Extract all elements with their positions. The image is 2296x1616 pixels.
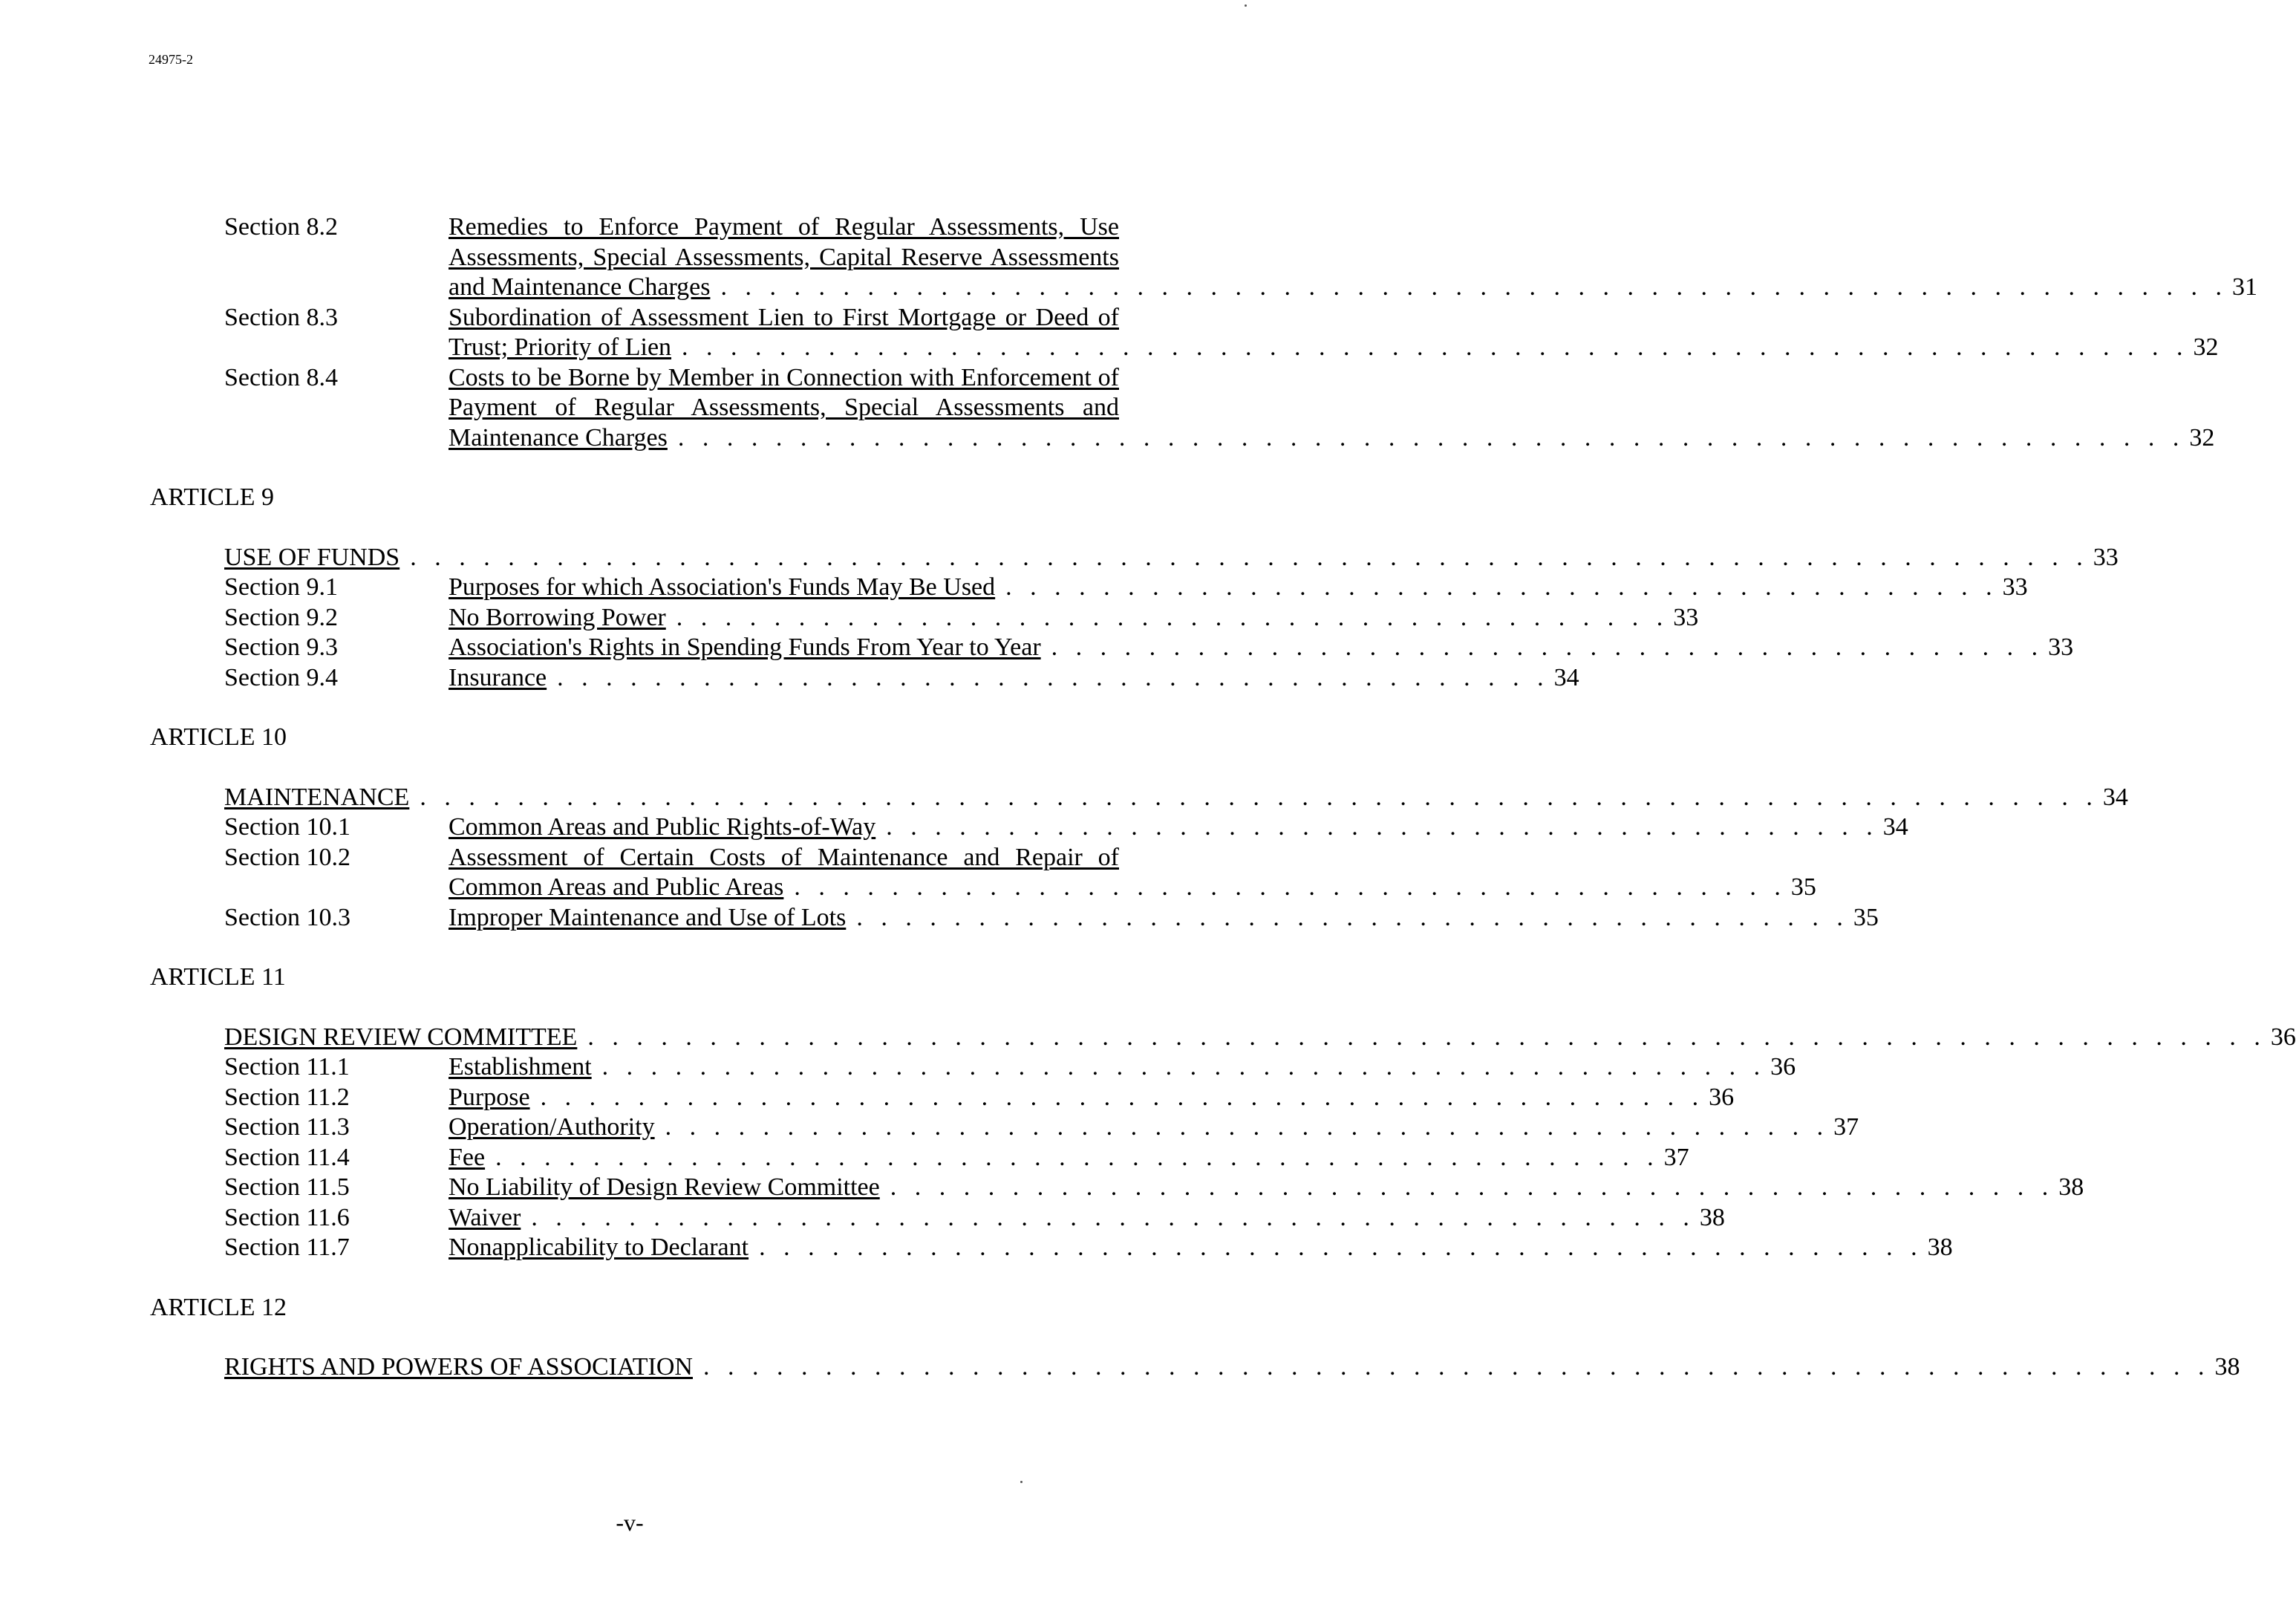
dot-leader: . . . . . . . . . . . . . . . . . . . . . . . . . . . . . . . . . . . . . . . . . [856,903,1849,931]
page-ref: 33 [2048,633,2074,661]
dot-leader: . . . . . . . . . . . . . . . . . . . . . . . . . . . . . . . . . . . . . . . . . [1051,633,2044,661]
toc-entry-11-4[interactable] [224,1143,1689,1173]
dot-leader: . . . . . . . . . . . . . . . . . . . . . . . . . . . . . . . . . . . . . . . . . [794,873,1787,901]
section-number: Section 8.4 [224,363,338,391]
article-title: MAINTENANCE [224,783,410,811]
section-title: Establishment [449,1053,592,1081]
section-number: Section 9.4 [224,663,338,691]
page-ref: 35 [1790,873,1816,901]
toc-entry-11-6[interactable] [224,1203,1725,1234]
section-title: Fee [449,1143,486,1171]
page-ref: 31 [2231,273,2257,301]
section-title: Association's Rights in Spending Funds From Year to Year [449,633,1041,661]
section-title: Insurance [449,663,547,691]
section-title: Purpose [449,1083,530,1111]
page-ref: 34 [1553,663,1579,691]
section-title: Common Areas and Public Rights-of-Way [449,813,876,841]
dot-leader: . . . . . . . . . . . . . . . . . . . . . . . . . . . . . . . . . . . . . . . . . . . . . . . . . . . . . . . . . . . . . . [677,423,2185,452]
dot-leader: . . . . . . . . . . . . . . . . . . . . . . . . . . . . . . . . . . . . . . . . . . . . . . . . [495,1143,1660,1171]
toc-entry-11-5[interactable] [224,1173,2084,1203]
toc-entry-9-3[interactable] [224,633,2074,663]
section-title-line: Trust; Priority of Lien [449,333,672,361]
section-title: Nonapplicability to Declarant [449,1234,749,1261]
dot-leader: . . . . . . . . . . . . . . . . . . . . . . . . . . . . . . . . . . . . . . . . . . . . . . . . . . . . . . . . . . . . . . . . . . . . . [420,783,2098,811]
dot-leader: . . . . . . . . . . . . . . . . . . . . . . . . . . . . . . . . . . . . . . . . . . . . . . . . . . . . . . . . . . . . . . . . . . . . . [587,1023,2266,1051]
page-ref: 33 [2002,573,2028,601]
page-ref: 32 [2189,423,2215,452]
toc-entry-8-3[interactable] [224,303,2219,363]
section-number: Section 11.6 [224,1203,350,1231]
section-number: Section 8.2 [224,213,338,241]
section-number: Section 9.1 [224,573,338,601]
section-title-line: Subordination of Assessment Lien to First Mortgage or Deed of [449,303,1119,331]
article-title: RIGHTS AND POWERS OF ASSOCIATION [224,1353,693,1381]
section-number: Section 8.3 [224,303,338,331]
page-ref: 37 [1833,1113,1859,1141]
toc-entry-10-1[interactable] [224,812,1908,843]
toc-entry-9-4[interactable] [224,663,1579,694]
page-ref: 36 [1770,1053,1796,1081]
dot-leader: . . . . . . . . . . . . . . . . . . . . . . . . . . . . . . . . . . . . . . . . . . . . . . . . [665,1113,1830,1141]
dot-leader: . . . . . . . . . . . . . . . . . . . . . . . . . . . . . . . . . . . . . . . . . . . . . . . . . . . . . . . . . . . . . . [720,273,2228,301]
scan-speck [1245,4,1247,7]
dot-leader: . . . . . . . . . . . . . . . . . . . . . . . . . . . . . . . . . . . . . . . . . . . . . . . . [531,1203,1695,1231]
section-title-line: Remedies to Enforce Payment of Regular Assessments, Use [449,213,1119,241]
dot-leader: . . . . . . . . . . . . . . . . . . . . . . . . . . . . . . . . . . . . . . . . . . . . . . . . . . . . . . . . . . . . . . [682,333,2189,361]
section-title: Purposes for which Association's Funds May Be Used [449,573,996,601]
article-11-heading[interactable] [224,1023,2296,1053]
section-number: Section 10.1 [224,813,350,841]
section-title: Waiver [449,1203,521,1231]
section-number: Section 11.4 [224,1143,350,1171]
page-ref: 36 [1709,1083,1735,1111]
section-title-line: Assessment of Certain Costs of Maintenance and Repair of [449,843,1119,871]
dot-leader: . . . . . . . . . . . . . . . . . . . . . . . . . . . . . . . . . . . . . . . . . [1005,573,1998,601]
toc-entry-11-7[interactable] [224,1233,1953,1263]
section-number: Section 11.5 [224,1173,350,1201]
page-ref: 38 [2214,1353,2240,1381]
page-ref: 34 [1882,813,1908,841]
page-ref: 33 [2093,543,2119,571]
page-ref: 35 [1853,903,1879,931]
article-10-label: ARTICLE 10 [150,723,287,751]
section-number: Section 11.3 [224,1113,350,1141]
section-title: No Liability of Design Review Committee [449,1173,880,1201]
section-title: Improper Maintenance and Use of Lots [449,903,847,931]
section-number: Section 9.3 [224,633,338,661]
article-title: DESIGN REVIEW COMMITTEE [224,1023,578,1051]
document-id: 24975-2 [149,52,193,67]
page-ref: 37 [1663,1143,1689,1171]
section-title-line: Payment of Regular Assessments, Special Assessments and [449,394,1119,421]
page-ref: 36 [2270,1023,2296,1051]
page-ref: 33 [1673,603,1699,631]
section-title: Operation/Authority [449,1113,655,1141]
dot-leader: . . . . . . . . . . . . . . . . . . . . . . . . . . . . . . . . . . . . . . . . . . . . . . . . [601,1053,1767,1081]
section-number: Section 9.2 [224,603,338,631]
toc-entry-8-4[interactable] [224,363,2215,454]
toc-entry-11-1[interactable] [224,1052,1796,1083]
page-ref: 38 [1927,1234,1953,1261]
section-number: Section 11.1 [224,1053,350,1081]
article-10-heading[interactable] [224,783,2128,813]
dot-leader: . . . . . . . . . . . . . . . . . . . . . . . . . . . . . . . . . . . . . . . . . . . . . . . . [759,1234,1923,1261]
page-ref: 32 [2193,333,2219,361]
section-title-line: Costs to be Borne by Member in Connection with Enforcement of [449,363,1119,391]
section-title-line: Common Areas and Public Areas [449,873,784,901]
section-title-line: and Maintenance Charges [449,273,711,301]
toc-entry-10-2[interactable] [224,843,1816,903]
article-9-heading[interactable] [224,543,2119,573]
section-number: Section 10.2 [224,843,350,871]
dot-leader: . . . . . . . . . . . . . . . . . . . . . . . . . . . . . . . . . . . . . . . . . . . . . . . . . . . . . . . . . . . . . . [702,1353,2211,1381]
dot-leader: . . . . . . . . . . . . . . . . . . . . . . . . . . . . . . . . . . . . . . . . . . . . . . . . [540,1083,1705,1111]
toc-entry-9-2[interactable] [224,603,1699,633]
scan-speck [1020,1481,1023,1483]
dot-leader: . . . . . . . . . . . . . . . . . . . . . . . . . . . . . . . . . . . . . . . . . [886,813,1879,841]
section-number: Section 11.7 [224,1234,350,1261]
dot-leader: . . . . . . . . . . . . . . . . . . . . . . . . . . . . . . . . . . . . . . . . . [676,603,1669,631]
article-12-heading[interactable] [224,1352,2240,1383]
toc-entry-9-1[interactable] [224,573,2028,603]
article-title: USE OF FUNDS [224,543,400,571]
section-title-line: Maintenance Charges [449,423,668,452]
toc-entry-11-2[interactable] [224,1083,1735,1113]
toc-entry-8-2[interactable] [224,212,2257,303]
section-number: Section 10.3 [224,903,350,931]
section-title-line: Assessments, Special Assessments, Capital Reserve Assessments [449,243,1119,271]
page-ref: 38 [2058,1173,2084,1201]
page-number: -v- [616,1509,644,1536]
section-title: No Borrowing Power [449,603,666,631]
section-number: Section 11.2 [224,1083,350,1111]
article-11-label: ARTICLE 11 [150,963,286,991]
dot-leader: . . . . . . . . . . . . . . . . . . . . . . . . . . . . . . . . . . . . . . . . . . . . . . . . [890,1173,2055,1201]
article-12-label: ARTICLE 12 [150,1293,287,1321]
toc-entry-10-3[interactable] [224,903,1879,934]
dot-leader: . . . . . . . . . . . . . . . . . . . . . . . . . . . . . . . . . . . . . . . . . . . . . . . . . . . . . . . . . . . . . . . . . . . . . [410,543,2089,571]
dot-leader: . . . . . . . . . . . . . . . . . . . . . . . . . . . . . . . . . . . . . . . . . [557,663,1550,691]
toc-entry-11-3[interactable] [224,1112,1859,1143]
article-9-label: ARTICLE 9 [150,483,274,511]
page-ref: 34 [2102,783,2128,811]
table-of-contents [0,212,2296,1383]
page-ref: 38 [1699,1203,1725,1231]
